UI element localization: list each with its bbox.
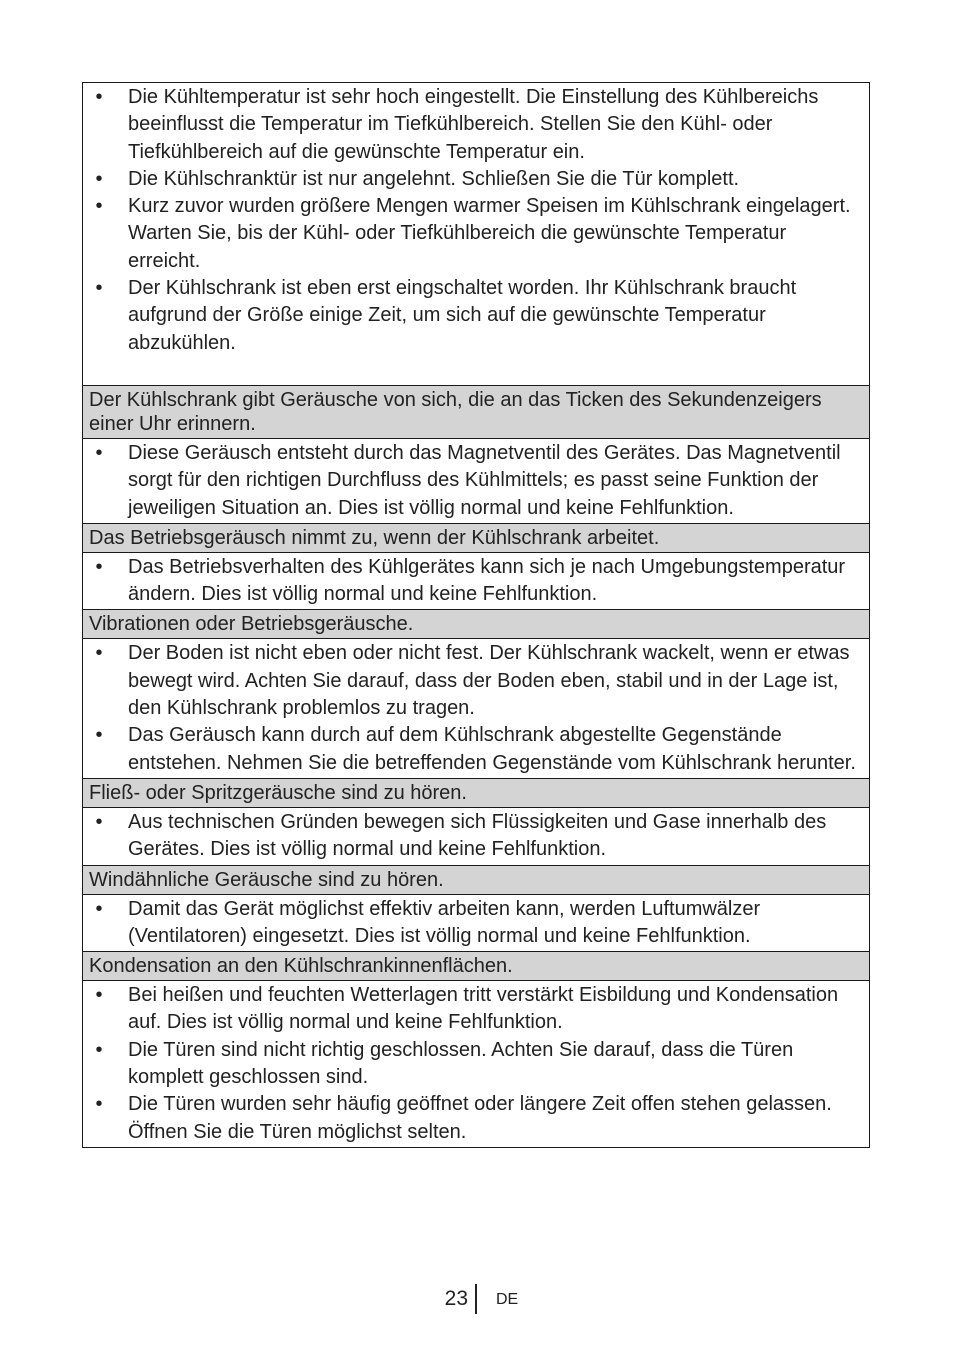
bullet-dot: • xyxy=(95,195,103,218)
bullet-text: Das Geräusch kann durch auf dem Kühlschrank abgestellte Gegenstände entstehen. Nehmen Sie die betreffenden Gegenstände vom Kühlschrank herunter. xyxy=(128,724,856,774)
bullet-dot: • xyxy=(95,555,103,578)
section-body-wind-noise xyxy=(83,895,869,952)
bullet-dot: • xyxy=(95,86,103,108)
section-heading-wind-noise: Windähnliche Geräusche sind zu hören. xyxy=(83,865,869,895)
bullet-dot: • xyxy=(95,167,103,190)
bullet-text: Die Türen sind nicht richtig geschlossen. Achten Sie darauf, dass die Türen komplett geschlossen sind. xyxy=(128,1038,794,1089)
section-heading-condensation: Kondensation an den Kühlschrankinnenflächen. xyxy=(83,951,869,981)
section-body-operating-noise xyxy=(83,553,869,610)
bullet-item xyxy=(83,440,863,522)
bullet-text: Der Boden ist nicht eben oder nicht fest. Der Kühlschrank wackelt, wenn er etwas bewegt wird. Achten Sie darauf, dass der Boden eben, stabil und in der Lage ist, den Kühlschrank problemlos zu tragen. xyxy=(128,642,850,720)
bullet-dot: • xyxy=(95,724,103,747)
bullet-text: Damit das Gerät möglichst effektiv arbeiten kann, werden Luftumwälzer (Ventilatoren) eingesetzt. Dies ist völlig normal und keine Fehlfunktion. xyxy=(128,897,761,947)
bullet-dot: • xyxy=(95,1093,103,1116)
bullet-text: Die Kühltemperatur ist sehr hoch eingestellt. Die Einstellung des Kühlbereichs beeinflusst die Temperatur im Tiefkühlbereich. Stellen Sie den Kühl- oder Tiefkühlbereich auf die gewünschte Temperatur ein. xyxy=(128,86,819,163)
bullet-text: Das Betriebsverhalten des Kühlgerätes kann sich je nach Umgebungstemperatur ändern. Dies ist völlig normal und keine Fehlfunktion. xyxy=(128,555,846,606)
bullet-dot: • xyxy=(95,897,103,920)
bullet-item xyxy=(83,193,863,275)
section-body-flow-noise xyxy=(83,808,869,865)
bullet-text: Kurz zuvor wurden größere Mengen warmer Speisen im Kühlschrank eingelagert. Warten Sie, bis der Kühl- oder Tiefkühlbereich die gewünschte Temperatur erreicht. xyxy=(128,195,851,272)
bullet-item xyxy=(83,809,863,864)
bullet-item xyxy=(83,1037,863,1092)
bullet-dot: • xyxy=(95,277,103,300)
troubleshooting-table xyxy=(82,82,870,1148)
bullet-item xyxy=(83,554,863,609)
bullet-item xyxy=(83,640,863,722)
bullet-dot: • xyxy=(95,441,103,464)
section-body-1 xyxy=(83,83,869,385)
section-body-ticking xyxy=(83,439,869,523)
section-heading-flow-noise: Fließ- oder Spritzgeräusche sind zu hören. xyxy=(83,778,869,808)
bullet-item xyxy=(83,896,863,951)
page-footer xyxy=(0,1284,954,1314)
bullet-dot: • xyxy=(95,1038,103,1061)
section-heading-ticking: Der Kühlschrank gibt Geräusche von sich, die an das Ticken des Sekundenzeigers einer Uhr erinnern. xyxy=(83,385,869,439)
bullet-dot: • xyxy=(95,984,103,1007)
footer-divider xyxy=(475,1284,477,1314)
bullet-dot: • xyxy=(95,642,103,665)
bullet-text: Die Kühlschranktür ist nur angelehnt. Schließen Sie die Tür komplett. xyxy=(128,167,740,190)
bullet-item xyxy=(83,275,863,357)
bullet-text: Aus technischen Gründen bewegen sich Flüssigkeiten und Gase innerhalb des Gerätes. Dies ist völlig normal und keine Fehlfunktion. xyxy=(128,810,827,861)
bullet-text: Die Türen wurden sehr häufig geöffnet oder längere Zeit offen stehen gelassen. Öffnen Sie die Türen möglichst selten. xyxy=(128,1093,832,1143)
section-body-vibrations xyxy=(83,639,869,777)
bullet-item xyxy=(83,1091,863,1146)
section-heading-vibrations: Vibrationen oder Betriebsgeräusche. xyxy=(83,609,869,639)
bullet-item xyxy=(83,982,863,1037)
language-code: DE xyxy=(496,1291,519,1308)
section-body-condensation xyxy=(83,981,869,1147)
bullet-item xyxy=(83,722,863,777)
bullet-item xyxy=(83,166,863,193)
page-number: 23 xyxy=(444,1287,468,1310)
bullet-dot: • xyxy=(95,810,103,833)
bullet-text: Der Kühlschrank ist eben erst eingschaltet worden. Ihr Kühlschrank braucht aufgrund der Größe einige Zeit, um sich auf die gewünschte Temperatur abzukühlen. xyxy=(128,277,797,354)
bullet-text: Diese Geräusch entsteht durch das Magnetventil des Gerätes. Das Magnetventil sorgt für den richtigen Durchfluss des Kühlmittels; es passt seine Funktion der jeweiligen Situation an. Dies ist völlig normal und keine Fehlfunktion. xyxy=(128,441,841,519)
bullet-text: Bei heißen und feuchten Wetterlagen tritt verstärkt Eisbildung und Kondensation auf. Dies ist völlig normal und keine Fehlfunktion. xyxy=(128,984,839,1034)
section-heading-operating-noise: Das Betriebsgeräusch nimmt zu, wenn der Kühlschrank arbeitet. xyxy=(83,523,869,553)
bullet-item xyxy=(83,84,863,166)
